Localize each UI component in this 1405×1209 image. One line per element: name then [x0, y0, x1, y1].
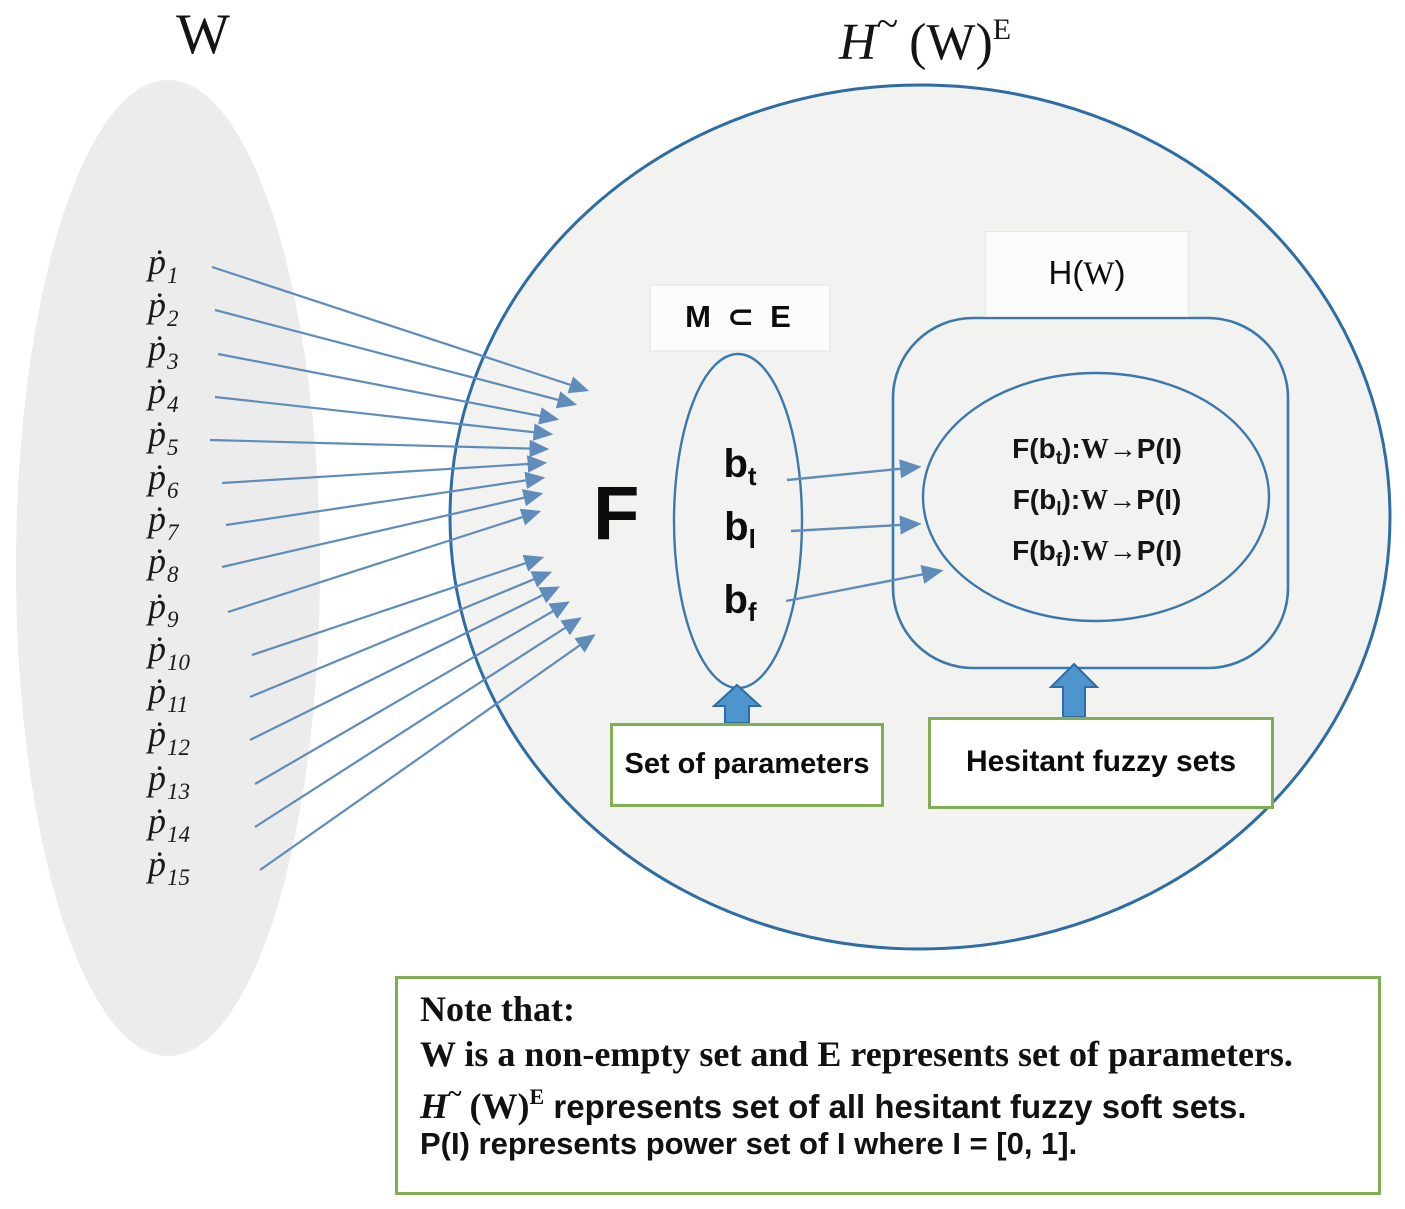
hw-label-box: H(W): [985, 231, 1189, 317]
hwe-title: [775, 0, 1075, 72]
w-element-p12: ṗ$_{12}$: [148, 714, 190, 760]
hwe-set-circle: [450, 85, 1390, 949]
hesitant-fuzzy-sets-box: Hesitant fuzzy sets: [928, 717, 1274, 809]
hwe-title-h: H: [838, 14, 877, 71]
function-f-bl: $F(b_l):W\to P(I)$: [1012, 484, 1182, 520]
w-element-p14: ṗ$_{14}$: [148, 801, 190, 847]
w-element-p2: ṗ$_2$: [148, 285, 179, 331]
w-element-p9: ṗ$_9$: [148, 586, 179, 632]
note-line-3: H~ $(W)^E$ represents set of all hesitant fuzzy soft sets.: [420, 1079, 1247, 1126]
parameter-bt: $b_t$: [723, 442, 757, 491]
w-element-p10: ṗ$_{10}$: [148, 629, 190, 675]
w-element-p8: ṗ$_8$: [148, 541, 179, 587]
mapping-f-label: F: [593, 471, 640, 556]
w-element-p4: ṗ$_4$: [148, 371, 179, 417]
w-set-title: W: [176, 3, 230, 66]
w-element-p5: ṗ$_5$: [148, 414, 179, 460]
w-element-p15: ṗ$_{15}$: [148, 844, 190, 890]
parameter-bf: $b_f$: [723, 578, 757, 627]
note-line-2: W is a non-empty set and E represents set of parameters.: [420, 1034, 1293, 1074]
w-element-p11: ṗ$_{11}$: [148, 671, 189, 717]
parameter-bl: $b_l$: [724, 505, 756, 554]
w-element-p1: ṗ$_1$: [148, 242, 179, 288]
w-element-p6: ṗ$_6$: [148, 457, 179, 503]
note-line-4: P(I) represents power set of I where I = [0, 1].: [420, 1126, 1078, 1161]
hwe-title-exponent: E: [992, 13, 1012, 46]
function-f-bt: $F(b_t):W\to P(I)$: [1012, 433, 1182, 469]
m-subset-e-box: M ⊂ E: [649, 284, 831, 352]
w-element-p3: ṗ$_3$: [148, 328, 179, 374]
w-element-p7: ṗ$_7$: [148, 499, 179, 545]
function-f-bf: $F(b_f):W\to P(I)$: [1012, 535, 1182, 571]
set-of-parameters-box: Set of parameters: [610, 723, 884, 807]
note-line-1: Note that:: [420, 989, 575, 1029]
w-element-p13: ṗ$_{13}$: [148, 758, 190, 804]
hwe-title-tilde: ~: [876, 1, 897, 46]
hwe-title-w: (W): [896, 14, 993, 71]
